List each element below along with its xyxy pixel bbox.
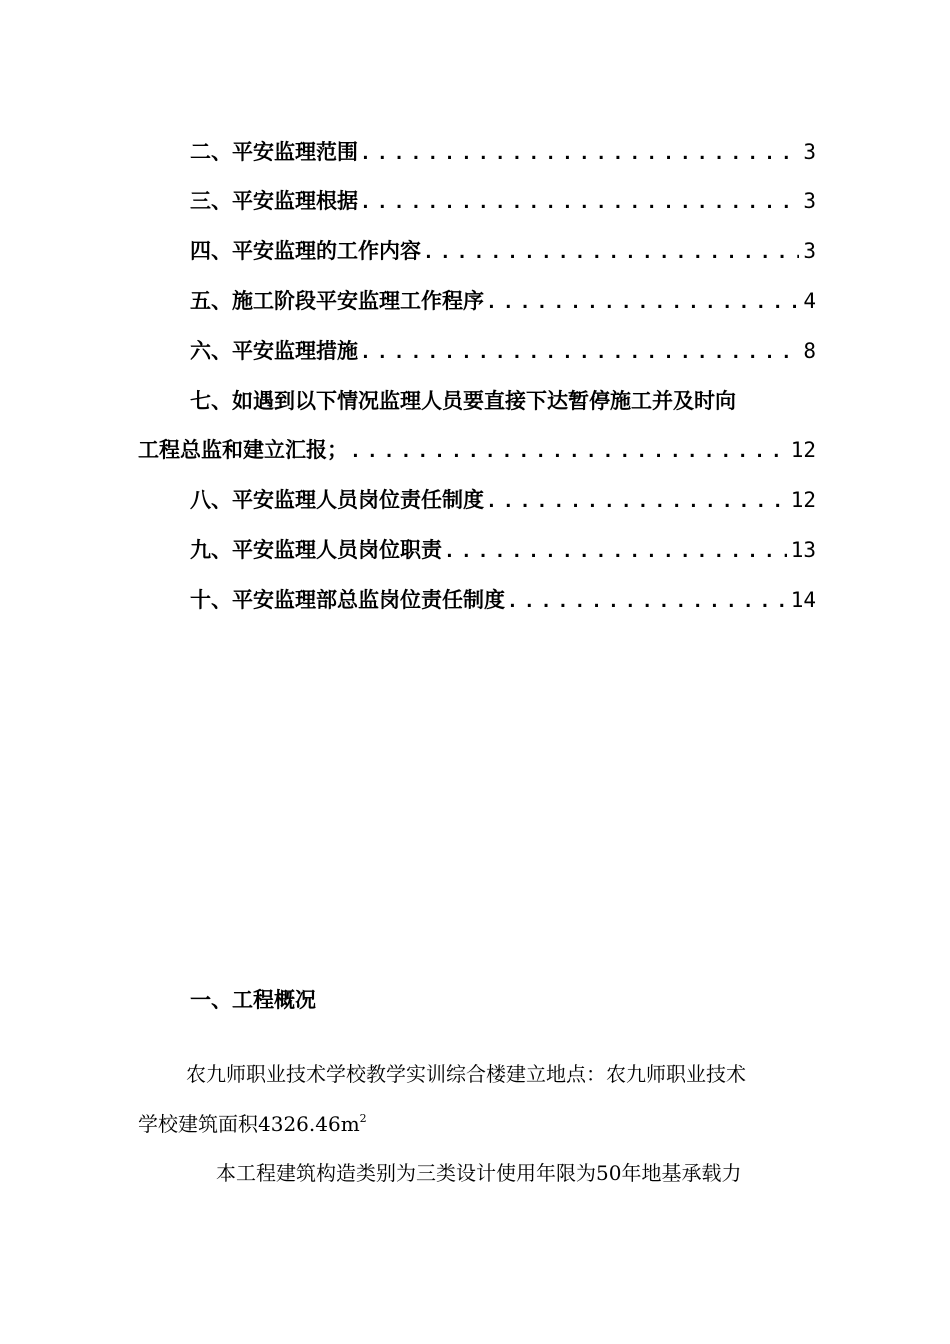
paragraph-line — [138, 1110, 367, 1138]
paragraph-line: 本工程建筑构造类别为三类设计使用年限为50年地基承载力 — [216, 1161, 742, 1185]
toc-entry[interactable] — [190, 138, 816, 168]
toc-entry-page: 8 — [803, 339, 816, 363]
toc-entry-title: 八、平安监理人员岗位责任制度 — [190, 488, 484, 512]
superscript: 2 — [359, 1112, 367, 1125]
toc-leader-dots — [507, 588, 787, 616]
toc-entry-title: 十、平安监理部总监岗位责任制度 — [190, 588, 505, 612]
toc-entry[interactable] — [190, 287, 816, 317]
toc-leader-dots — [360, 140, 799, 168]
toc-entry-wrapped-first-line[interactable]: 七、如遇到以下情况监理人员要直接下达暂停施工并及时向 — [190, 389, 736, 413]
toc-entry[interactable] — [190, 536, 816, 566]
toc-entry-page: 3 — [803, 140, 816, 164]
toc-entry-title: 工程总监和建立汇报； — [138, 438, 348, 462]
toc-leader-dots — [423, 239, 799, 267]
toc-leader-dots — [360, 189, 799, 217]
toc-entry-title: 三、平安监理根据 — [190, 189, 358, 213]
toc-entry-title: 五、施工阶段平安监理工作程序 — [190, 289, 484, 313]
toc-leader-dots — [444, 538, 787, 566]
toc-entry-page: 3 — [803, 239, 816, 263]
toc-entry[interactable] — [190, 586, 816, 616]
toc-entry-page: 4 — [803, 289, 816, 313]
toc-leader-dots — [486, 289, 799, 317]
toc-leader-dots — [486, 488, 787, 516]
toc-entry-title: 六、平安监理措施 — [190, 339, 358, 363]
toc-entry-page: 12 — [790, 488, 816, 512]
toc-leader-dots — [360, 339, 799, 367]
toc-entry-title: 二、平安监理范围 — [190, 140, 358, 164]
toc-entry-title: 九、平安监理人员岗位职责 — [190, 538, 442, 562]
paragraph-line: 农九师职业技术学校教学实训综合楼建立地点：农九师职业技术 — [186, 1062, 746, 1086]
toc-entry-page: 12 — [790, 438, 816, 462]
toc-entry-page: 13 — [790, 538, 816, 562]
toc-entry-page: 14 — [790, 588, 816, 612]
toc-entry[interactable] — [190, 337, 816, 367]
toc-entry[interactable] — [190, 187, 816, 217]
toc-leader-dots — [350, 438, 787, 466]
toc-entry[interactable] — [190, 237, 816, 267]
toc-entry[interactable] — [138, 436, 816, 466]
paragraph-text: 学校建筑面积4326.46m — [138, 1112, 360, 1136]
section-heading: 一、工程概况 — [190, 988, 316, 1012]
toc-entry[interactable] — [190, 486, 816, 516]
toc-entry-page: 3 — [803, 189, 816, 213]
toc-entry-title: 四、平安监理的工作内容 — [190, 239, 421, 263]
